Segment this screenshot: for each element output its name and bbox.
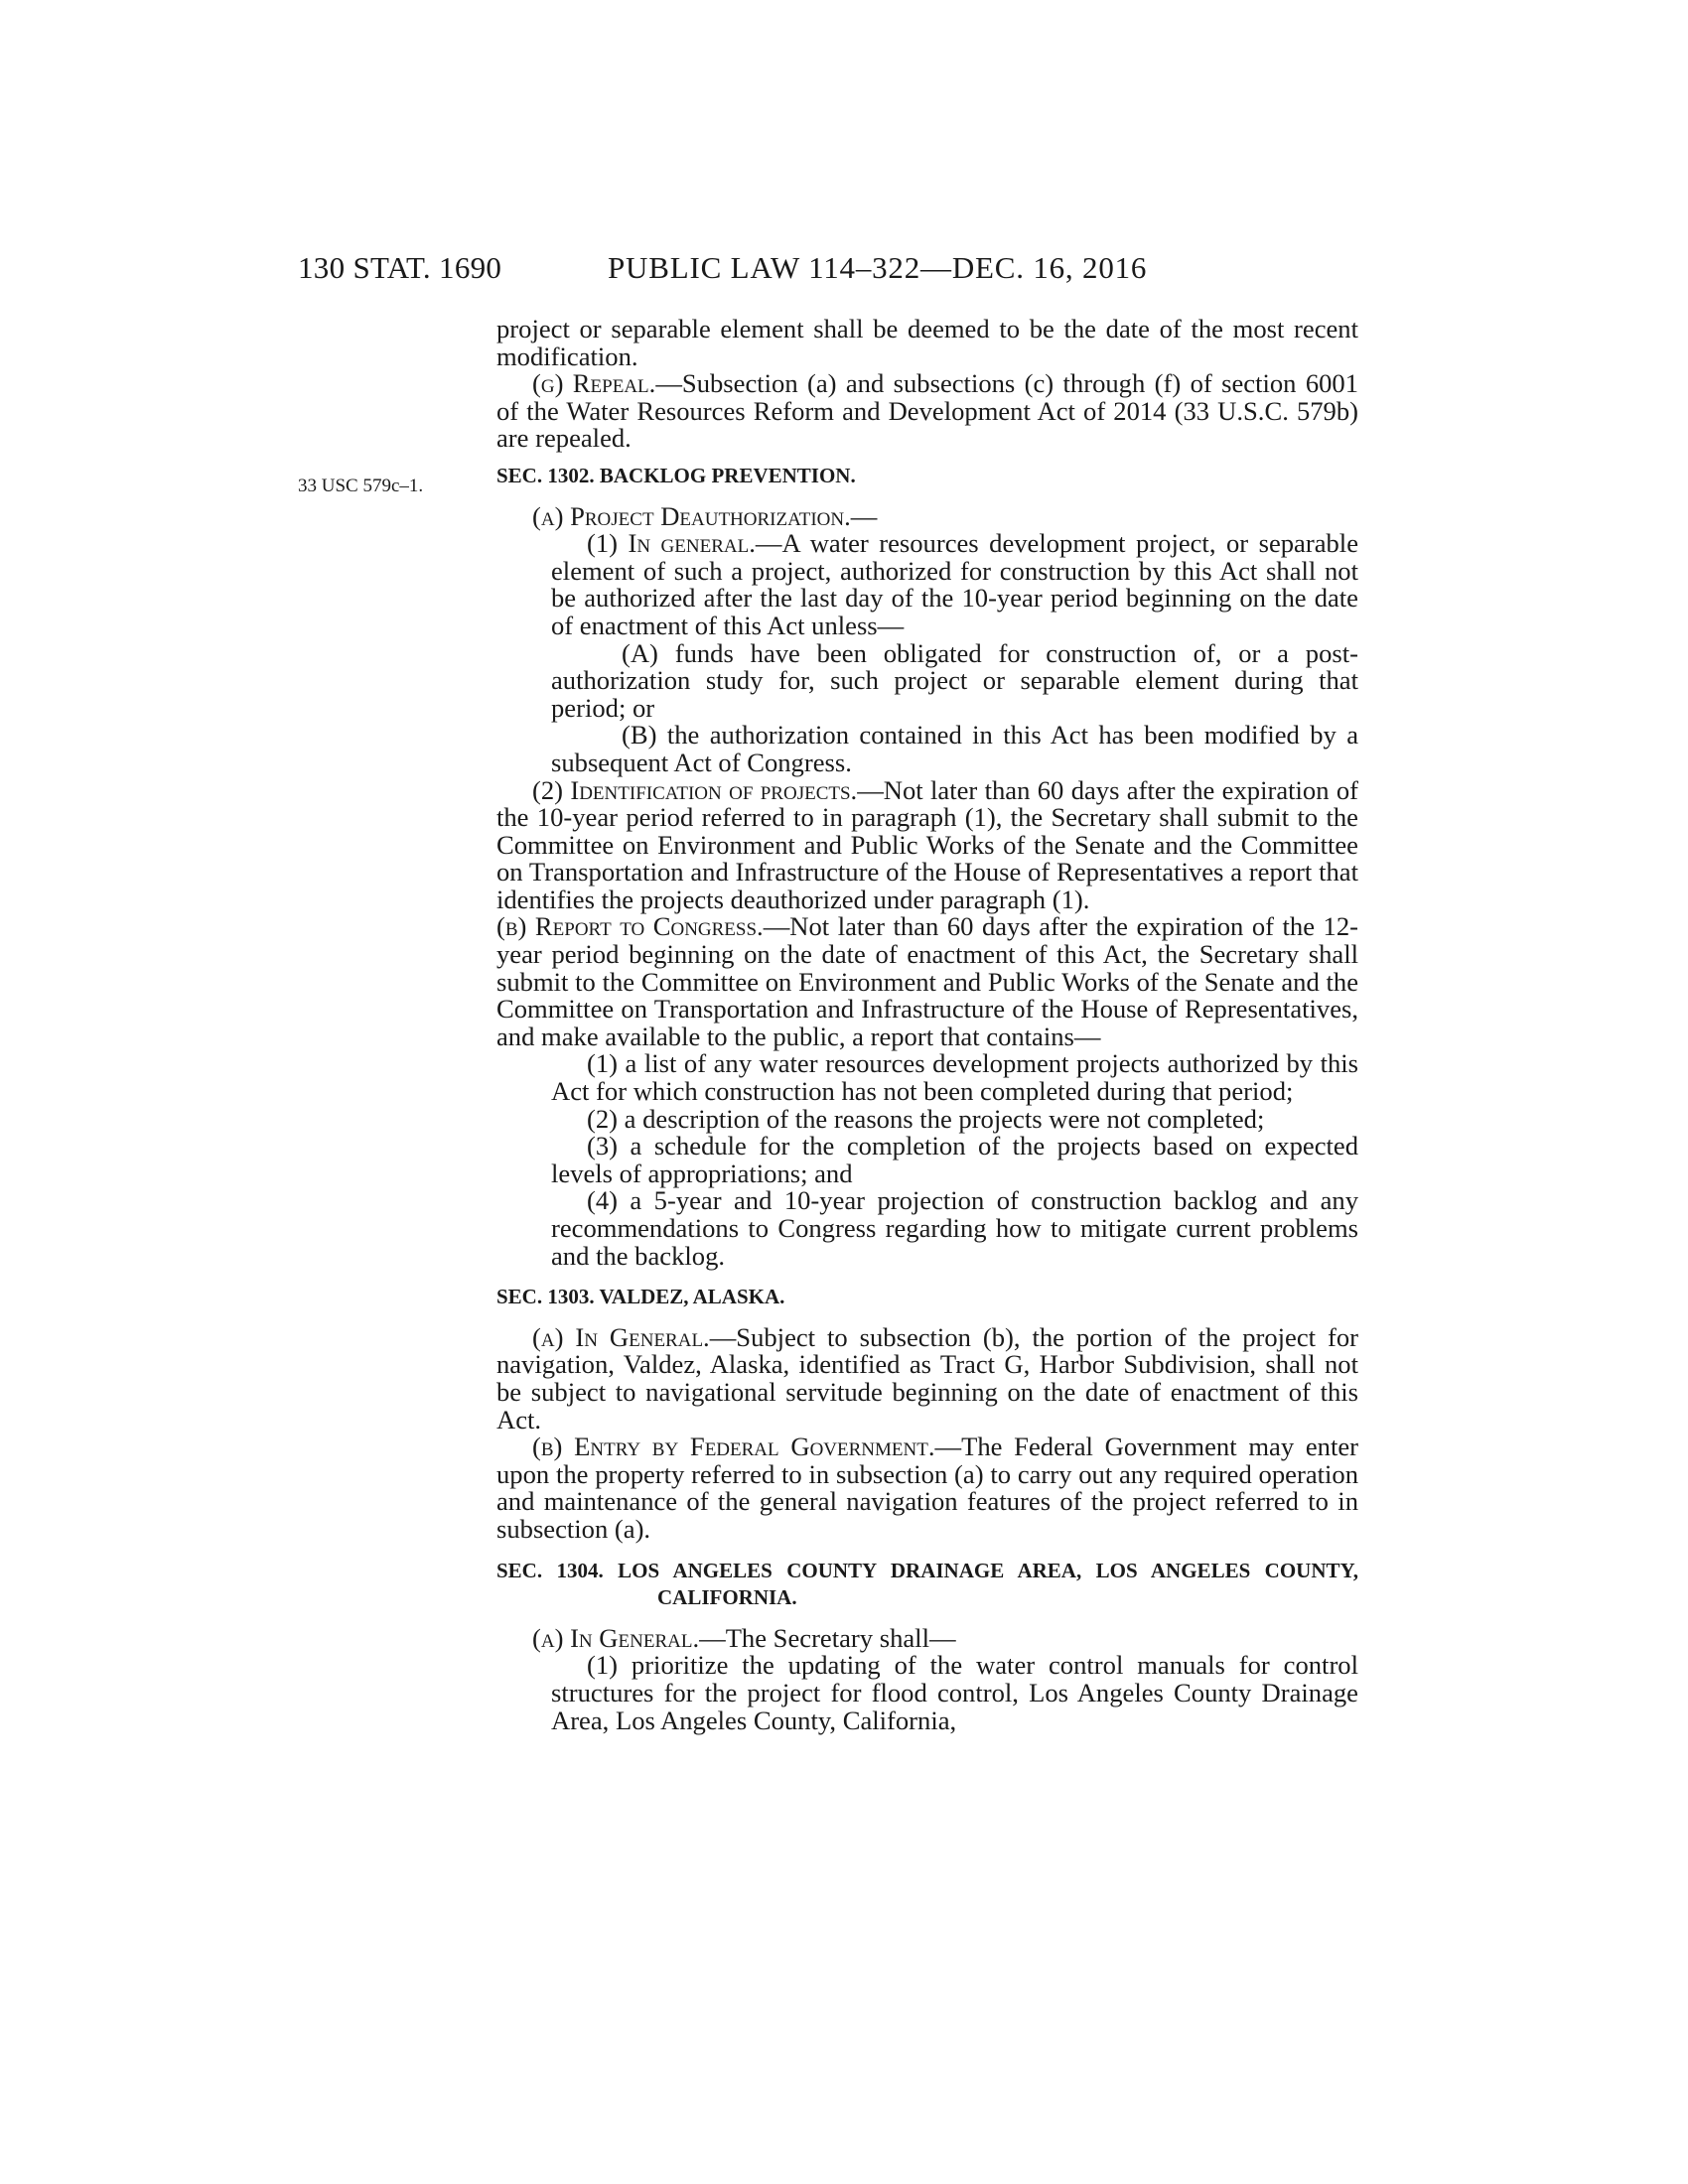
paragraph-text: —A water resources development project, or separable element of such a project, authorized for construction by this Act shall not be authorized after the last day of the 10-year period beginning on the date of enactment of this Act unless— <box>551 528 1359 640</box>
subsection-heading: (a) In General. <box>532 1321 710 1352</box>
paragraph-text: — <box>850 500 878 531</box>
section-1304-title: SEC. 1304. LOS ANGELES COUNTY DRAINAGE AREA, LOS ANGELES COUNTY, CALIFORNIA. <box>496 1558 1358 1610</box>
paragraph-subsection-a <box>496 500 1358 531</box>
paragraph-continuation: project or separable element shall be deemed to be the date of the most recent modification. <box>496 314 1358 371</box>
paragraph-subsection-g <box>496 370 1358 453</box>
paragraph-item-1 <box>496 530 1358 639</box>
paragraph-item-B: (B) the authorization contained in this Act has been modified by a subsequent Act of Congress. <box>551 720 1358 777</box>
paragraph-heading: (2) Identification of projects. <box>532 774 858 805</box>
public-law-heading: PUBLIC LAW 114–322—DEC. 16, 2016 <box>608 250 1148 285</box>
paragraph-subsection-b <box>496 913 1358 1050</box>
paragraph-text: —Subsection (a) and subsections (c) through (f) of section 6001 of the Water Resources Reform and Development Act of 2014 (33 U.S.C. 579b) are repealed. <box>496 368 1359 454</box>
section-1303-title: SEC. 1303. VALDEZ, ALASKA. <box>496 1285 785 1309</box>
subsection-heading: (a) Project Deauthorization. <box>532 500 851 531</box>
list-item-4: (4) a 5-year and 10-year projection of construction backlog and any recommendations to Congress regarding how to mitigate current problems and the backlog. <box>551 1185 1358 1271</box>
paragraph-item-A: (A) funds have been obligated for construction of, or a post-authorization study for, such project or separable element during that period; or <box>551 637 1358 723</box>
paragraph-text: —Not later than 60 days after the expiration of the 12-year period beginning on the date of enactment of this Act, the Secretary shall submit to the Committee on Environment and Public Works of the Senate and the Committee on Transportation and Infrastructure of the House of Representatives, and make available to the public, a report that contains— <box>496 911 1358 1051</box>
paragraph-item-2 <box>496 774 1358 914</box>
paragraph-text: —Not later than 60 days after the expiration of the 10-year period referred to in paragraph (1), the Secretary shall submit to the Committee on Environment and Public Works of the Senate and the Committee on Transportation and Infrastructure of the House of Representatives a report that identifies the projects deauthorized under paragraph (1). <box>496 774 1358 914</box>
document-body <box>496 316 1358 1734</box>
subsection-heading: (b) Entry by Federal Government. <box>532 1432 935 1462</box>
subsection-heading: (a) In General. <box>532 1622 700 1653</box>
page-header <box>298 250 1390 290</box>
paragraph-subsection-a <box>496 1622 1358 1653</box>
paragraph-item-1: (1) prioritize the updating of the water control manuals for control structures for the project for flood control, Los Angeles County Drainage Area, Los Angeles County, California, <box>551 1650 1358 1735</box>
paragraph-subsection-a <box>496 1321 1359 1434</box>
paragraph-subsection-b <box>496 1433 1358 1543</box>
subsection-heading: (b) Report to Congress. <box>496 911 764 942</box>
paragraph-text: —The Secretary shall— <box>699 1622 956 1653</box>
margin-note-usc-citation: 33 USC 579c–1. <box>298 476 424 496</box>
paragraph-text: —The Federal Government may enter upon the property referred to in subsection (a) to carry out any required operation and maintenance of the general navigation features of the project referred to in subsection (a). <box>496 1432 1358 1544</box>
list-item-1: (1) a list of any water resources development projects authorized by this Act for which construction has not been completed during that period; <box>551 1048 1358 1107</box>
subsection-heading: (g) Repeal. <box>532 368 656 399</box>
paragraph-text: —Subject to subsection (b), the portion of the project for navigation, Valdez, Alaska, identified as Tract G, Harbor Subdivision, shall not be subject to navigational servitude beginning on the date of enactment of this Act. <box>496 1321 1359 1434</box>
statute-page-number: 130 STAT. 1690 <box>298 250 502 285</box>
list-item-2: (2) a description of the reasons the projects were not completed; <box>587 1103 1265 1134</box>
paragraph-heading: (1) In general. <box>587 528 756 559</box>
section-1302-title: SEC. 1302. BACKLOG PREVENTION. <box>496 463 856 487</box>
list-item-3: (3) a schedule for the completion of the projects based on expected levels of appropriations; and <box>551 1131 1358 1188</box>
